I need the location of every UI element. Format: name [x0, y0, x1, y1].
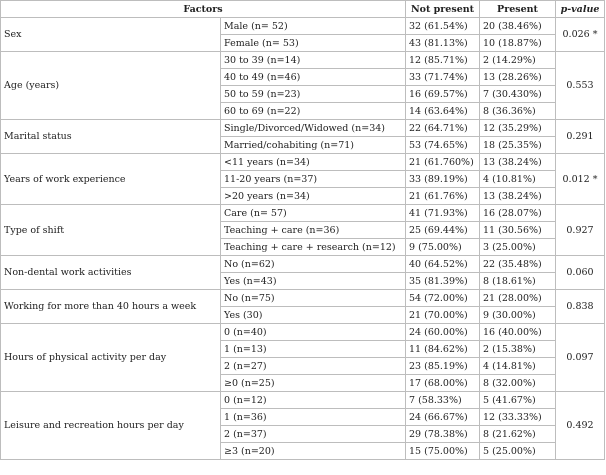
subgroup-label: ≥0 (n=25) — [221, 375, 406, 392]
present-value: 16 (40.00%) — [480, 324, 556, 341]
present-value: 13 (38.24%) — [480, 154, 556, 171]
table-row — [1, 120, 605, 137]
header-not-present: Not present — [406, 1, 480, 18]
present-value: 3 (25.00%) — [480, 239, 556, 256]
factor-label: Age (years) — [1, 52, 221, 120]
not-present-value: 41 (71.93%) — [406, 205, 480, 222]
table-row — [1, 392, 605, 409]
p-value: 0.012 * — [556, 154, 605, 205]
present-value: 12 (33.33%) — [480, 409, 556, 426]
not-present-value: 17 (68.00%) — [406, 375, 480, 392]
present-value: 8 (21.62%) — [480, 426, 556, 443]
factor-label: Non-dental work activities — [1, 256, 221, 290]
subgroup-label: No (n=62) — [221, 256, 406, 273]
p-value: 0.927 — [556, 205, 605, 256]
subgroup-label: Yes (n=43) — [221, 273, 406, 290]
not-present-value: 16 (69.57%) — [406, 86, 480, 103]
not-present-value: 32 (61.54%) — [406, 18, 480, 35]
not-present-value: 12 (85.71%) — [406, 52, 480, 69]
present-value: 4 (14.81%) — [480, 358, 556, 375]
present-value: 2 (14.29%) — [480, 52, 556, 69]
p-value: 0.492 — [556, 392, 605, 460]
present-value: 18 (25.35%) — [480, 137, 556, 154]
not-present-value: 24 (66.67%) — [406, 409, 480, 426]
table-row — [1, 154, 605, 171]
present-value: 8 (36.36%) — [480, 103, 556, 120]
p-value: 0.026 * — [556, 18, 605, 52]
present-value: 16 (28.07%) — [480, 205, 556, 222]
present-value: 5 (25.00%) — [480, 443, 556, 460]
subgroup-label: Female (n= 53) — [221, 35, 406, 52]
present-value: 7 (30.430%) — [480, 86, 556, 103]
present-value: 13 (38.24%) — [480, 188, 556, 205]
subgroup-label: No (n=75) — [221, 290, 406, 307]
present-value: 9 (30.00%) — [480, 307, 556, 324]
header-row — [1, 1, 605, 18]
not-present-value: 33 (71.74%) — [406, 69, 480, 86]
present-value: 8 (18.61%) — [480, 273, 556, 290]
not-present-value: 40 (64.52%) — [406, 256, 480, 273]
subgroup-label: 2 (n=27) — [221, 358, 406, 375]
header-present: Present — [480, 1, 556, 18]
header-factors: Factors — [1, 1, 406, 18]
not-present-value: 53 (74.65%) — [406, 137, 480, 154]
not-present-value: 35 (81.39%) — [406, 273, 480, 290]
present-value: 8 (32.00%) — [480, 375, 556, 392]
not-present-value: 21 (61.76%) — [406, 188, 480, 205]
not-present-value: 43 (81.13%) — [406, 35, 480, 52]
table-row — [1, 256, 605, 273]
subgroup-label: Single/Divorced/Widowed (n=34) — [221, 120, 406, 137]
not-present-value: 24 (60.00%) — [406, 324, 480, 341]
not-present-value: 21 (70.00%) — [406, 307, 480, 324]
not-present-value: 11 (84.62%) — [406, 341, 480, 358]
not-present-value: 25 (69.44%) — [406, 222, 480, 239]
subgroup-label: <11 years (n=34) — [221, 154, 406, 171]
subgroup-label: Care (n= 57) — [221, 205, 406, 222]
subgroup-label: Married/cohabiting (n=71) — [221, 137, 406, 154]
table-row — [1, 52, 605, 69]
subgroup-label: 60 to 69 (n=22) — [221, 103, 406, 120]
subgroup-label: 2 (n=37) — [221, 426, 406, 443]
subgroup-label: 1 (n=36) — [221, 409, 406, 426]
present-value: 4 (10.81%) — [480, 171, 556, 188]
factor-label: Hours of physical activity per day — [1, 324, 221, 392]
present-value: 21 (28.00%) — [480, 290, 556, 307]
table-row — [1, 18, 605, 35]
table-row — [1, 290, 605, 307]
factor-label: Marital status — [1, 120, 221, 154]
p-value: 0.291 — [556, 120, 605, 154]
subgroup-label: Teaching + care + research (n=12) — [221, 239, 406, 256]
subgroup-label: 0 (n=12) — [221, 392, 406, 409]
not-present-value: 22 (64.71%) — [406, 120, 480, 137]
factor-label: Years of work experience — [1, 154, 221, 205]
factor-label: Sex — [1, 18, 221, 52]
present-value: 20 (38.46%) — [480, 18, 556, 35]
present-value: 11 (30.56%) — [480, 222, 556, 239]
present-value: 10 (18.87%) — [480, 35, 556, 52]
subgroup-label: Yes (30) — [221, 307, 406, 324]
subgroup-label: ≥3 (n=20) — [221, 443, 406, 460]
factor-label: Leisure and recreation hours per day — [1, 392, 221, 460]
present-value: 5 (41.67%) — [480, 392, 556, 409]
p-value: 0.097 — [556, 324, 605, 392]
p-value: 0.060 — [556, 256, 605, 290]
not-present-value: 23 (85.19%) — [406, 358, 480, 375]
subgroup-label: >20 years (n=34) — [221, 188, 406, 205]
present-value: 22 (35.48%) — [480, 256, 556, 273]
present-value: 2 (15.38%) — [480, 341, 556, 358]
not-present-value: 9 (75.00%) — [406, 239, 480, 256]
table-row — [1, 205, 605, 222]
present-value: 12 (35.29%) — [480, 120, 556, 137]
not-present-value: 33 (89.19%) — [406, 171, 480, 188]
subgroup-label: 50 to 59 (n=23) — [221, 86, 406, 103]
subgroup-label: 1 (n=13) — [221, 341, 406, 358]
not-present-value: 21 (61.760%) — [406, 154, 480, 171]
subgroup-label: 0 (n=40) — [221, 324, 406, 341]
not-present-value: 7 (58.33%) — [406, 392, 480, 409]
not-present-value: 14 (63.64%) — [406, 103, 480, 120]
table-row — [1, 324, 605, 341]
p-value: 0.553 — [556, 52, 605, 120]
subgroup-label: Teaching + care (n=36) — [221, 222, 406, 239]
subgroup-label: Male (n= 52) — [221, 18, 406, 35]
not-present-value: 54 (72.00%) — [406, 290, 480, 307]
p-value: 0.838 — [556, 290, 605, 324]
not-present-value: 15 (75.00%) — [406, 443, 480, 460]
factor-label: Type of shift — [1, 205, 221, 256]
subgroup-label: 30 to 39 (n=14) — [221, 52, 406, 69]
present-value: 13 (28.26%) — [480, 69, 556, 86]
header-p-value: p-value — [556, 1, 605, 18]
factor-label: Working for more than 40 hours a week — [1, 290, 221, 324]
subgroup-label: 40 to 49 (n=46) — [221, 69, 406, 86]
not-present-value: 29 (78.38%) — [406, 426, 480, 443]
subgroup-label: 11-20 years (n=37) — [221, 171, 406, 188]
table-body — [1, 18, 605, 460]
